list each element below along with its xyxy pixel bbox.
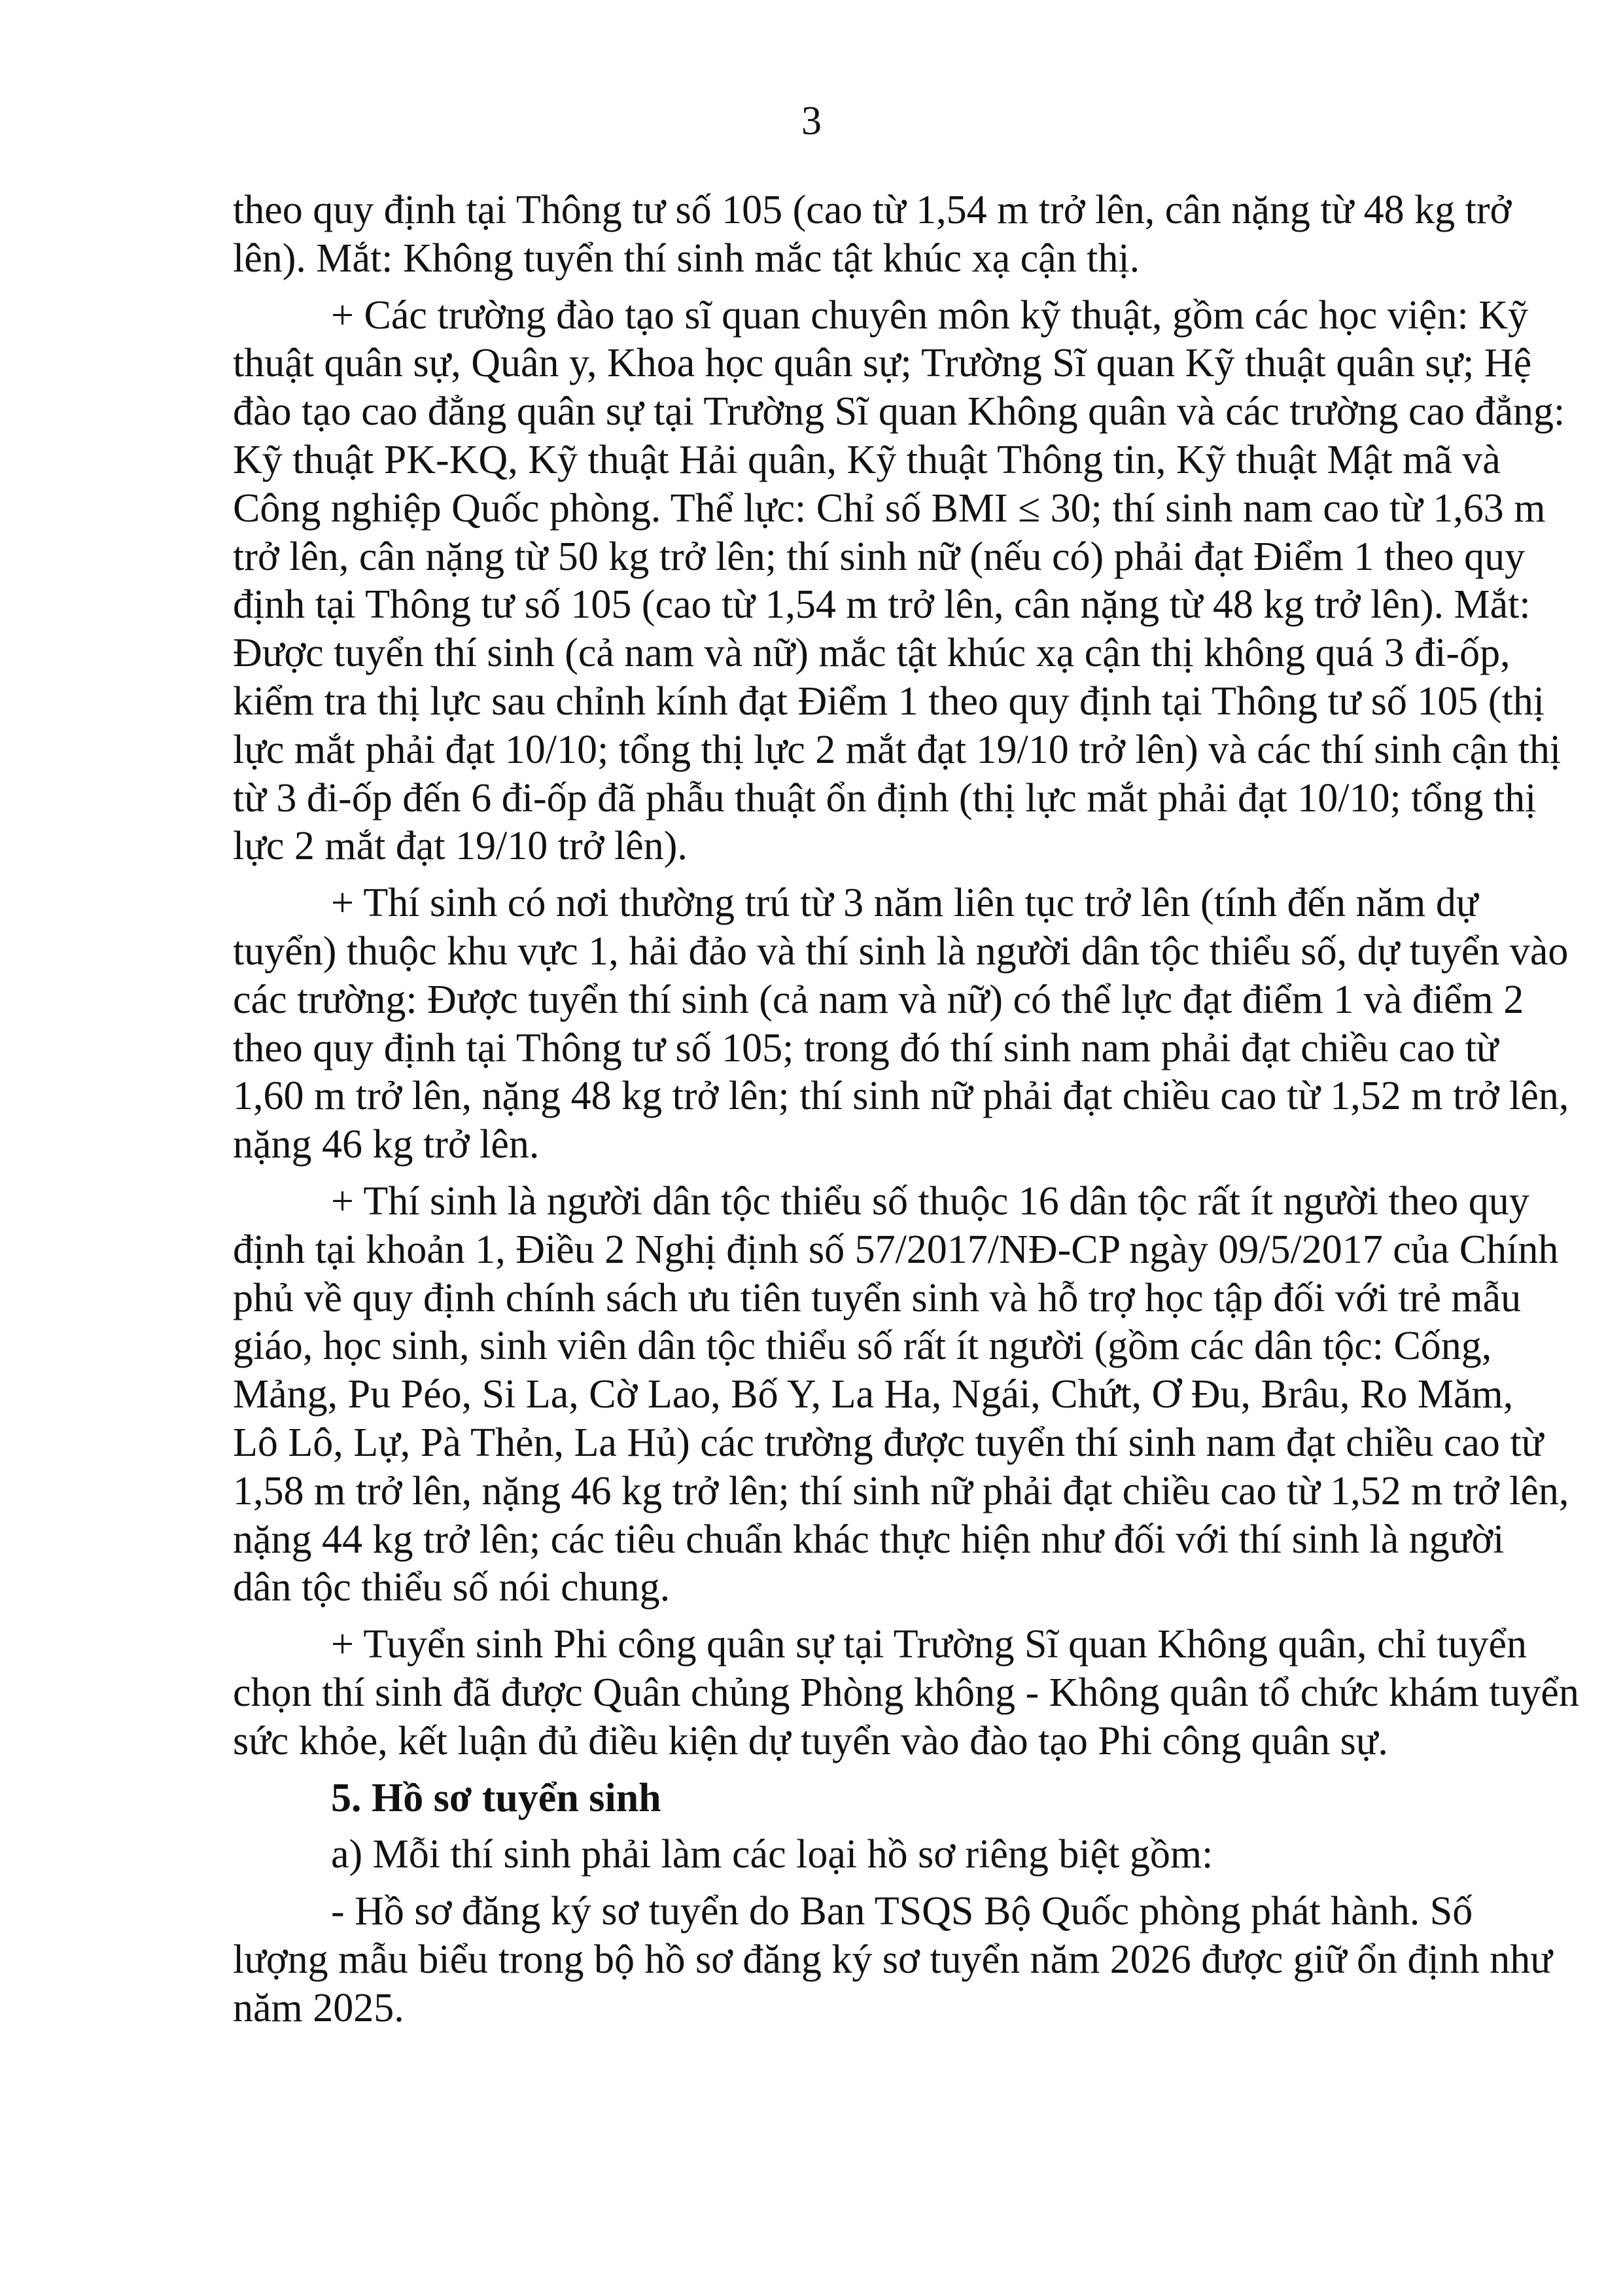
paragraph-subsection-a — [233, 1831, 1456, 1879]
text-line: phủ về quy định chính sách ưu tiên tuyển sinh và hỗ trợ học tập đối với trẻ mẫu — [233, 1275, 1522, 1320]
text-line: năm 2025. — [233, 1985, 404, 2030]
text-line: nặng 46 kg trở lên. — [233, 1122, 540, 1167]
text-line: Công nghiệp Quốc phòng. Thể lực: Chỉ số BMI ≤ 30; thí sinh nam cao từ 1,63 m — [233, 486, 1546, 531]
text-line: a) Mỗi thí sinh phải làm các loại hồ sơ riêng biệt gồm: — [331, 1832, 1213, 1877]
text-line: kiểm tra thị lực sau chỉnh kính đạt Điểm 1 theo quy định tại Thông tư số 105 (thị — [233, 679, 1545, 724]
text-line: các trường: Được tuyển thí sinh (cả nam và nữ) có thể lực đạt điểm 1 và điểm 2 — [233, 977, 1524, 1022]
text-line: Mảng, Pu Péo, Si La, Cờ Lao, Bố Y, La Ha, Ngái, Chứt, Ơ Đu, Brâu, Ro Măm, — [233, 1372, 1514, 1417]
document-body — [233, 186, 1579, 2041]
text-line: + Thí sinh là người dân tộc thiểu số thuộc 16 dân tộc rất ít người theo quy — [331, 1178, 1529, 1224]
paragraph-technical-schools — [233, 292, 1565, 872]
text-line: định tại khoản 1, Điều 2 Nghị định số 57/2017/NĐ-CP ngày 09/5/2017 của Chính — [233, 1227, 1559, 1272]
text-line: từ 3 đi-ốp đến 6 đi-ốp đã phẫu thuật ổn định (thị lực mắt phải đạt 10/10; tổng thị — [233, 775, 1537, 821]
text-line: chọn thí sinh đã được Quân chủng Phòng không - Không quân tổ chức khám tuyển — [233, 1670, 1579, 1715]
text-line: định tại Thông tư số 105 (cao từ 1,54 m trở lên, cân nặng từ 48 kg trở lên). Mắt: — [233, 582, 1531, 627]
text-line: - Hồ sơ đăng ký sơ tuyển do Ban TSQS Bộ Quốc phòng phát hành. Số — [331, 1889, 1473, 1934]
text-line: 1,60 m trở lên, nặng 48 kg trở lên; thí sinh nữ phải đạt chiều cao từ 1,52 m trở lên, — [233, 1074, 1569, 1119]
text-line: Được tuyển thí sinh (cả nam và nữ) mắc tật khúc xạ cận thị không quá 3 đi-ốp, — [233, 631, 1510, 676]
paragraph-continuation — [233, 186, 1512, 283]
page-number: 3 — [801, 99, 822, 143]
text-line: nặng 44 kg trở lên; các tiêu chuẩn khác thực hiện như đối với thí sinh là người — [233, 1517, 1505, 1562]
text-line: lên). Mắt: Không tuyển thí sinh mắc tật khúc xạ cận thị. — [233, 236, 1140, 281]
text-line: đào tạo cao đẳng quân sự tại Trường Sĩ quan Không quân và các trường cao đẳng: — [233, 389, 1565, 434]
paragraph-region-1-candidates — [233, 879, 1569, 1169]
text-line: lực 2 mắt đạt 19/10 trở lên). — [233, 824, 688, 869]
text-line: lực mắt phải đạt 10/10; tổng thị lực 2 mắt đạt 19/10 trở lên) và các thí sinh cận thị — [233, 727, 1562, 772]
text-line: theo quy định tại Thông tư số 105 (cao từ 1,54 m trở lên, cân nặng từ 48 kg trở — [233, 188, 1512, 232]
text-line: Kỹ thuật PK-KQ, Kỹ thuật Hải quân, Kỹ thuật Thông tin, Kỹ thuật Mật mã và — [233, 437, 1501, 482]
text-line: + Tuyển sinh Phi công quân sự tại Trường Sĩ quan Không quân, chỉ tuyển — [331, 1622, 1527, 1667]
text-line: theo quy định tại Thông tư số 105; trong đó thí sinh nam phải đạt chiều cao từ — [233, 1025, 1499, 1070]
text-line: giáo, học sinh, sinh viên dân tộc thiểu số rất ít người (gồm các dân tộc: Cống, — [233, 1324, 1492, 1369]
text-line: thuật quân sự, Quân y, Khoa học quân sự; Trường Sĩ quan Kỹ thuật quân sự; Hệ — [233, 341, 1532, 386]
text-line: trở lên, cân nặng từ 50 kg trở lên; thí sinh nữ (nếu có) phải đạt Điểm 1 theo quy — [233, 534, 1526, 579]
text-line: lượng mẫu biểu trong bộ hồ sơ đăng ký sơ tuyển năm 2026 được giữ ổn định như — [233, 1937, 1552, 1982]
paragraph-registration-dossier — [233, 1888, 1552, 2032]
text-line: + Các trường đào tạo sĩ quan chuyên môn kỹ thuật, gồm các học viện: Kỹ — [331, 292, 1529, 338]
text-line: + Thí sinh có nơi thường trú từ 3 năm liên tục trở lên (tính đến năm dự — [331, 881, 1478, 926]
paragraph-ethnic-minority-candidates — [233, 1178, 1569, 1612]
text-line: tuyển) thuộc khu vực 1, hải đảo và thí sinh là người dân tộc thiểu số, dự tuyển vào — [233, 928, 1569, 974]
section-heading — [233, 1775, 1456, 1823]
text-line: 1,58 m trở lên, nặng 46 kg trở lên; thí sinh nữ phải đạt chiều cao từ 1,52 m trở lên, — [233, 1468, 1569, 1513]
text-line: Lô Lô, Lự, Pà Thẻn, La Hủ) các trường được tuyển thí sinh nam đạt chiều cao từ — [233, 1420, 1544, 1465]
section-heading-text: 5. Hồ sơ tuyển sinh — [331, 1775, 661, 1820]
text-line: sức khỏe, kết luận đủ điều kiện dự tuyển vào đào tạo Phi công quân sự. — [233, 1718, 1388, 1763]
paragraph-pilot-recruitment — [233, 1621, 1579, 1765]
text-line: dân tộc thiểu số nói chung. — [233, 1565, 671, 1610]
